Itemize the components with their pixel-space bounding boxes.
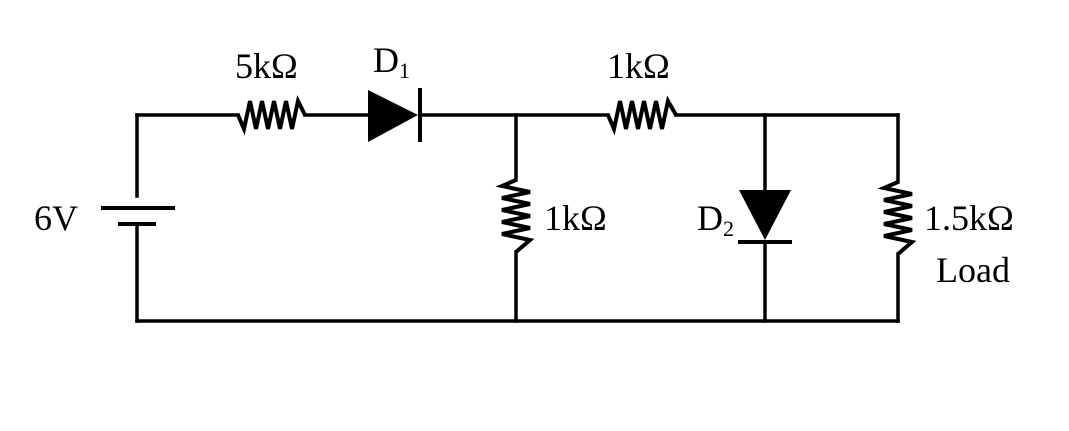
diode-d2-label: D2 [697,198,734,241]
resistor-shunt-label: 1kΩ [544,198,607,238]
resistor-load [884,182,912,254]
resistor-middle-label: 1kΩ [607,46,670,86]
battery [101,208,175,224]
diode-d1-label: D1 [373,40,410,83]
resistor-series [238,101,305,129]
load-caption: Load [936,250,1010,290]
resistor-shunt [502,180,530,252]
battery-label: 6V [34,198,78,238]
diode-d1 [368,88,420,142]
diode-d2 [738,190,792,242]
resistor-load-label: 1.5kΩ [924,198,1014,238]
resistor-series-label: 5kΩ [235,46,298,86]
resistor-middle [608,101,676,129]
